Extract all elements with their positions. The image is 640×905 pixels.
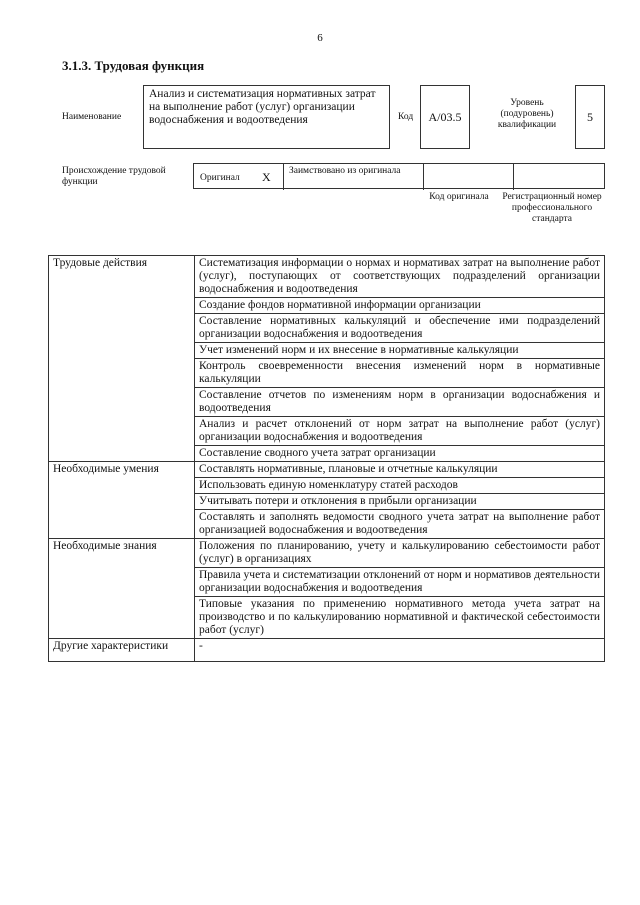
level-label: Уровень (подуровень) квалификации [497, 98, 557, 130]
labor-action-item: Контроль своевременности внесения изменений норм в нормативные калькуляции [195, 359, 605, 388]
skill-item: Учитывать потери и отклонения в прибыли организации [195, 494, 605, 510]
knowledge-item: Правила учета и систематизации отклонений от норм и нормативов деятельности организации водоснабжения и водоотведения [195, 568, 605, 597]
function-table [48, 255, 605, 662]
knowledge-label: Необходимые знания [49, 539, 195, 639]
skill-item: Составлять и заполнять ведомости сводного учета затрат на выполнение работ организацией водоснабжения и водоотведения [195, 510, 605, 539]
original-mark: Х [262, 170, 271, 184]
original-cell [194, 164, 284, 190]
labor-action-item: Составление отчетов по изменениям норм в организации водоснабжения и водоотведения [195, 388, 605, 417]
section-title: 3.1.3. Трудовая функция [62, 58, 205, 73]
borrowed-cell [284, 164, 424, 190]
labor-action-item: Создание фондов нормативной информации организации [195, 298, 605, 314]
code-value-box: А/03.5 [420, 85, 470, 149]
name-label: Наименование [62, 112, 122, 122]
skill-item: Составлять нормативные, плановые и отчетные калькуляции [195, 462, 605, 478]
skill-item: Использовать единую номенклатуру статей расходов [195, 478, 605, 494]
original-label: Оригинал [200, 173, 240, 183]
reg-caption: Регистрационный номер профессионального стандарта [502, 192, 602, 224]
labor-action-item: Составление нормативных калькуляций и обеспечение ими подразделений организации водоснабжения и водоотведения [195, 314, 605, 343]
other-label: Другие характеристики [49, 639, 195, 662]
table-row [49, 462, 605, 478]
origin-row [193, 163, 605, 189]
labor-actions-label: Трудовые действия [49, 256, 195, 462]
code-label: Код [398, 112, 414, 122]
reg-number-cell [514, 164, 606, 190]
table-row [49, 639, 605, 662]
level-value-box: 5 [575, 85, 605, 149]
labor-action-item: Анализ и расчет отклонений от норм затрат на выполнение работ (услуг) организации водоснабжения и водоотведения [195, 417, 605, 446]
origin-code-cell [424, 164, 514, 190]
knowledge-item: Типовые указания по применению нормативного метода учета затрат на производство и по калькулированию нормативной и фактической себестоимости работ (услуг) [195, 597, 605, 639]
borrowed-label: Заимствовано из оригинала [289, 166, 401, 176]
skills-label: Необходимые умения [49, 462, 195, 539]
table-row [49, 539, 605, 568]
origin-label: Происхождение трудовой функции [62, 166, 166, 187]
table-row [49, 256, 605, 298]
knowledge-item: Положения по планированию, учету и калькулированию себестоимости работ (услуг) в организациях [195, 539, 605, 568]
code-caption: Код оригинала [429, 192, 489, 202]
labor-action-item: Систематизация информации о нормах и нормативах затрат на выполнение работ (услуг), поступающих от соответствующих подразделений организации водоснабжения и водоотведения [195, 256, 605, 298]
page-number: 6 [317, 32, 323, 44]
function-name-box: Анализ и систематизация нормативных затрат на выполнение работ (услуг) организации водоснабжения и водоотведения [143, 85, 390, 149]
labor-action-item: Учет изменений норм и их внесение в нормативные калькуляции [195, 343, 605, 359]
other-value: - [195, 639, 605, 662]
labor-action-item: Составление сводного учета затрат организации [195, 446, 605, 462]
